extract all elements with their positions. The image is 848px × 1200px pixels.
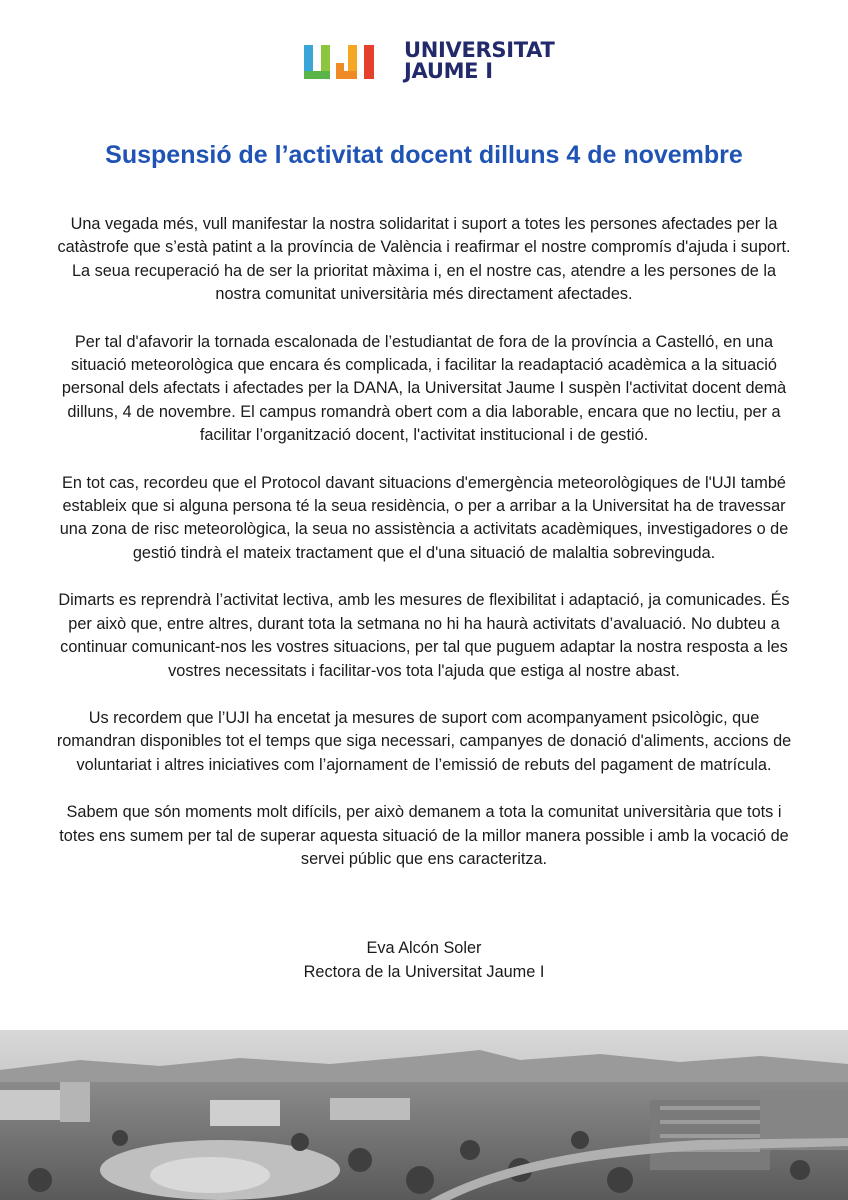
paragraph: Sabem que són moments molt difícils, per això demanem a tota la comunitat universitària que tots i totes ens sumem per tal de superar aquesta situació de la millor manera possible i amb la vocació de servei públic que ens caracteritza. — [59, 803, 789, 868]
paragraph: Una vegada més, vull manifestar la nostra solidaritat i suport a totes les persones afectades per la catàstrofe que s’està patint a la província de València i reafirmar el nostre compromís d'ajuda i suport. La seua recuperació ha de ser la prioritat màxima i, en el nostre cas, atendre a les persones de la nostra comunitat universitària més directament afectades. — [57, 215, 791, 304]
uji-logo-mark — [304, 41, 390, 81]
letter-body — [50, 213, 798, 895]
page-title: Suspensió de l’activitat docent dilluns 4 de novembre — [105, 141, 743, 169]
paragraph: Us recordem que l’UJI ha encetat ja mesures de suport com acompanyament psicològic, que romandran disponibles tot el temps que siga necessari, campanyes de donació d'aliments, accions de voluntariat i altres iniciatives com l’ajornament de l’emissió de rebuts del pagament de matrícula. — [56, 708, 792, 774]
signature-block — [0, 936, 848, 984]
university-name-line2: JAUME I — [404, 59, 493, 83]
signature-name: Eva Alcón Soler — [366, 939, 482, 957]
paragraph: Per tal d'afavorir la tornada escalonada de l’estudiantat de fora de la província a Castelló, en una situació meteorològica que encara és complicada, i facilitar la readaptació acadèmica a la situació personal dels afectats i afectades per la DANA, la Universitat Jaume I suspèn l'activitat docent demà dilluns, 4 de novembre. El campus romandrà obert com a dia laborable, encara que no lectiu, per a facilitar l’organització docent, l'activitat institucional i de gestió. — [61, 332, 787, 445]
signature-role: Rectora de la Universitat Jaume I — [303, 963, 545, 981]
university-name-line1: UNIVERSITAT — [404, 38, 555, 62]
university-name — [404, 40, 555, 82]
university-logo — [304, 40, 555, 82]
paragraph: Dimarts es reprendrà l’activitat lectiva, amb les mesures de flexibilitat i adaptació, ja comunicades. És per això que, entre altres, durant tota la setmana no hi ha haurà activitats d’avaluació. No dubteu a continuar comunicant-nos les vostres situacions, per tal que puguem adaptar la nostra resposta a les vostres necessitats i facilitar-vos tota l'ajuda que estiga al nostre abast. — [58, 591, 790, 680]
campus-aerial-photo — [0, 1030, 848, 1200]
paragraph: En tot cas, recordeu que el Protocol davant situacions d'emergència meteorològiques de l'UJI també estableix que si alguna persona té la seua residència, o per a arribar a la Universitat ha de travessar una zona de risc meteorològica, la seua no assistència a activitats acadèmiques, investigadores o de gestió tindrà el mateix tractament que el d'una situació de malaltia sobrevinguda. — [59, 473, 789, 562]
